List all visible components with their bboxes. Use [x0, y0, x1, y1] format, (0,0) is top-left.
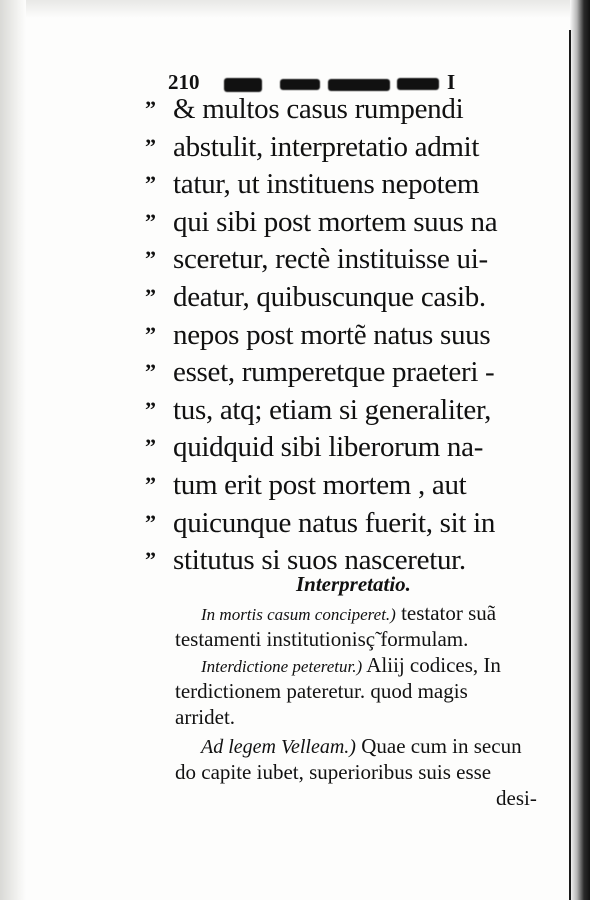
quoted-line-text: quidquid sibi liberorum na- — [173, 431, 484, 464]
quoted-line-text: stitutus si suos nasceretur. — [173, 544, 466, 577]
quoted-line — [145, 504, 545, 542]
paragraph-text: Quae cum in secun — [355, 734, 522, 758]
quoted-line-text: deatur, quibuscunque casib. — [173, 280, 486, 313]
quoted-line-text: abstulit, interpretatio admit — [173, 130, 480, 163]
quote-mark: ” — [145, 96, 156, 121]
quoted-line — [145, 165, 545, 203]
quoted-line — [145, 128, 545, 166]
quoted-line — [145, 203, 545, 241]
running-head-numeral: I — [447, 70, 456, 94]
running-head-smudge — [397, 78, 439, 90]
paragraph-line: arridet. — [175, 705, 236, 729]
quoted-line — [145, 90, 545, 128]
quoted-line-text: tum erit post mortem , aut — [173, 468, 467, 501]
quoted-line-text: sceretur, rectè instituisse ui- — [173, 243, 488, 276]
quoted-line — [145, 353, 545, 391]
quote-mark: ” — [145, 208, 156, 234]
quoted-text-block — [145, 90, 545, 579]
paragraph-line — [175, 733, 545, 759]
quoted-line — [145, 428, 545, 466]
quote-mark: ” — [145, 321, 156, 347]
quoted-line — [145, 278, 545, 316]
page-top-edge — [0, 0, 590, 18]
quote-mark: ” — [145, 283, 156, 309]
lemma: Ad legem Velleam.) — [201, 736, 356, 758]
quote-mark: ” — [145, 171, 156, 197]
page-left-shadow — [0, 0, 26, 900]
gutter-edge-line — [569, 30, 571, 900]
lemma: Interdictione peteretur.) — [201, 657, 363, 676]
quoted-line-text: qui sibi post mortem suus na — [173, 205, 498, 238]
catchword: desi- — [496, 786, 537, 810]
section-heading: Interpretatio. — [296, 572, 411, 596]
quoted-line — [145, 391, 545, 429]
quote-mark: ” — [145, 133, 156, 159]
commentary-paragraph — [175, 652, 545, 730]
quoted-line-text: nepos post mortẽ natus suus — [173, 318, 491, 351]
quoted-line — [145, 240, 545, 278]
quote-mark: ” — [145, 434, 156, 460]
quoted-line — [145, 316, 545, 354]
binding-gutter — [570, 0, 590, 900]
commentary-paragraph — [175, 600, 545, 652]
quote-mark: ” — [145, 509, 156, 535]
quote-mark: ” — [145, 471, 156, 497]
paragraph-text: testator suã — [395, 601, 497, 625]
quoted-line-text: tatur, ut instituens nepotem — [173, 168, 480, 201]
lemma: In mortis casum conciperet.) — [201, 605, 396, 624]
paragraph-line — [175, 652, 545, 678]
quoted-line-text: & multos casus rumpendi — [173, 93, 464, 125]
quoted-line — [145, 466, 545, 504]
paragraph-line: testamenti institutionisç̃ formulam. — [175, 627, 469, 651]
quoted-line-text: esset, rumperetque praeteri - — [173, 356, 495, 389]
quote-mark: ” — [145, 359, 156, 385]
paragraph-line: do capite iubet, superioribus suis esse — [175, 760, 492, 784]
quote-mark: ” — [145, 547, 156, 573]
page-number: 210 — [168, 70, 200, 94]
paragraph-line: terdictionem pateretur. quod magis — [175, 679, 468, 703]
paragraph-line — [175, 600, 545, 626]
quoted-line-text: tus, atq; etiam si generaliter, — [173, 393, 492, 426]
quoted-line-text: quicunque natus fuerit, sit in — [173, 506, 496, 539]
running-head-smudge — [280, 79, 320, 90]
commentary-paragraph — [175, 733, 545, 785]
paragraph-text: Aliĳ codices, In — [362, 653, 501, 677]
quote-mark: ” — [145, 396, 156, 422]
quote-mark: ” — [145, 246, 156, 272]
